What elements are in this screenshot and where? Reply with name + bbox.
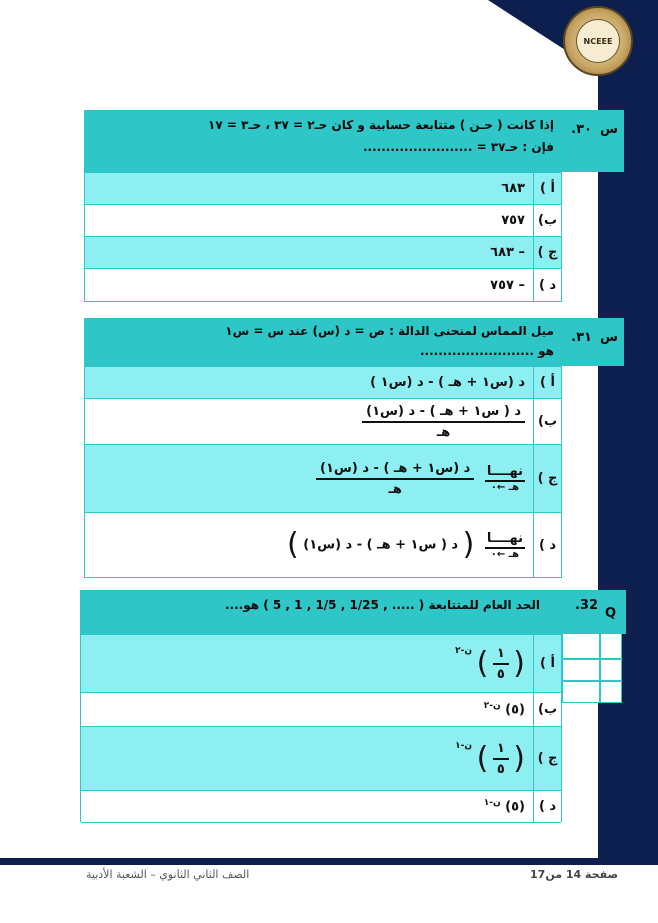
paren-open-icon: (	[513, 740, 525, 776]
fraction-numerator: د (س١ + هـ ) - د (س١)	[316, 461, 474, 480]
q32-options	[80, 634, 562, 822]
q30-line2: فإن : حـ٣٧ = ........................	[363, 140, 554, 154]
q31-options	[84, 366, 562, 578]
exponent: ن-١	[455, 740, 473, 751]
q30-label: س	[600, 122, 618, 137]
option-label: أ )	[533, 635, 561, 692]
option-limit	[287, 527, 533, 562]
q32-header	[80, 590, 626, 634]
fraction-numerator: ١	[493, 646, 509, 665]
footer-course: الصف الثاني الثانوي – الشعبة الأدبية	[86, 868, 250, 881]
q30-option-a[interactable]	[85, 173, 561, 205]
option-text: د (س١ + هـ ) - د (س١ )	[370, 375, 525, 390]
q30-option-d[interactable]	[85, 269, 561, 301]
limit	[485, 464, 525, 493]
grid-cell	[600, 681, 622, 703]
q31-option-c[interactable]	[85, 445, 561, 513]
option-text: ٦٨٣	[501, 181, 525, 196]
option-fraction	[362, 404, 533, 440]
paren-close-icon: )	[476, 645, 489, 681]
footer-line	[0, 858, 658, 865]
fraction-denominator: ٥	[496, 666, 505, 682]
grid-cell	[562, 659, 600, 681]
logo-text: NCEEE	[576, 19, 620, 63]
grid-cell	[562, 681, 600, 703]
fraction-denominator: ٥	[496, 761, 505, 777]
paren-open-icon: (	[513, 645, 525, 681]
option-text: ٧٥٧	[501, 213, 525, 228]
grid-cell	[562, 633, 600, 659]
q30-option-c[interactable]	[85, 237, 561, 269]
q32-grid	[562, 633, 622, 723]
limit-sub: هـ ←٠	[490, 548, 520, 560]
fraction-denominator: هـ	[436, 424, 451, 440]
q30-number: ٣٠.	[571, 122, 592, 137]
option-label: د )	[533, 269, 561, 301]
q31-number: ٣١.	[571, 330, 592, 345]
limit-word: نهــــا	[485, 464, 525, 482]
exponent: ن-٢	[483, 701, 501, 712]
q31-header	[84, 318, 624, 366]
option-label: د )	[533, 791, 561, 822]
q32-option-a[interactable]	[81, 635, 561, 693]
option-label: ج )	[533, 727, 561, 790]
q30-header	[84, 110, 624, 172]
q31-option-d[interactable]	[85, 513, 561, 577]
power-base: (٥)	[505, 702, 525, 718]
option-label: ج )	[533, 237, 561, 268]
exponent: ن-١	[483, 798, 501, 809]
option-label: أ )	[533, 173, 561, 204]
q32-option-c[interactable]	[81, 727, 561, 791]
limit-sub: هـ ←٠	[490, 482, 520, 493]
fraction	[316, 461, 474, 497]
nceee-logo	[563, 6, 633, 76]
q32-text: الحد العام للمتتابعة ( ..... , 1/25 , 1/5 , 1 , 5 ) هو....	[224, 598, 540, 612]
paren-close-icon: )	[287, 527, 299, 562]
q31-label: س	[600, 330, 618, 345]
option-label: ب)	[533, 205, 561, 236]
q32-label: Q	[604, 606, 616, 621]
q31-line1: ميل المماس لمنحنى الدالة : ص = د (س) عند س = س١	[225, 324, 554, 338]
option-power	[455, 646, 533, 682]
q32-option-d[interactable]	[81, 791, 561, 823]
grid-cell	[600, 633, 622, 659]
option-label: أ )	[533, 367, 561, 398]
limit-expression: د ( س١ + هـ ) - د (س١)	[303, 537, 459, 553]
fraction-numerator: د ( س١ + هـ ) - د (س١)	[362, 404, 525, 423]
option-power	[484, 701, 533, 717]
q31-line2: هو .........................	[420, 344, 554, 358]
q30-option-b[interactable]	[85, 205, 561, 237]
option-power	[484, 798, 533, 814]
q30-line1: إذا كانت ( حـن ) متتابعة حسابية و كان حـ٢ = ٣٧ ، حـ٣ = ١٧	[208, 118, 554, 132]
option-label: ب)	[533, 399, 561, 444]
exponent: ن-٢	[455, 645, 473, 656]
power-base: (٥)	[505, 799, 525, 815]
fraction	[362, 404, 525, 440]
fraction-numerator: ١	[493, 741, 509, 760]
paren-open-icon: (	[462, 527, 475, 562]
q31-option-b[interactable]	[85, 399, 561, 445]
paren-close-icon: )	[476, 740, 489, 776]
q31-option-a[interactable]	[85, 367, 561, 399]
fraction-denominator: هـ	[388, 481, 402, 497]
option-label: ج )	[533, 445, 561, 512]
grid-cell	[600, 659, 622, 681]
option-label: د )	[533, 513, 561, 577]
option-text: – ٦٨٣	[490, 245, 525, 260]
limit	[485, 531, 525, 560]
option-power	[455, 741, 533, 777]
q32-option-b[interactable]	[81, 693, 561, 727]
q32-number: 32.	[574, 598, 598, 613]
limit-word: نهــــا	[485, 531, 525, 549]
fraction	[493, 741, 509, 777]
footer-page: صفحة 14 من17	[530, 868, 619, 881]
option-label: ب)	[533, 693, 561, 726]
fraction	[493, 646, 509, 682]
option-text: – ٧٥٧	[490, 277, 525, 293]
q30-options	[84, 172, 562, 302]
option-limit	[316, 461, 533, 497]
